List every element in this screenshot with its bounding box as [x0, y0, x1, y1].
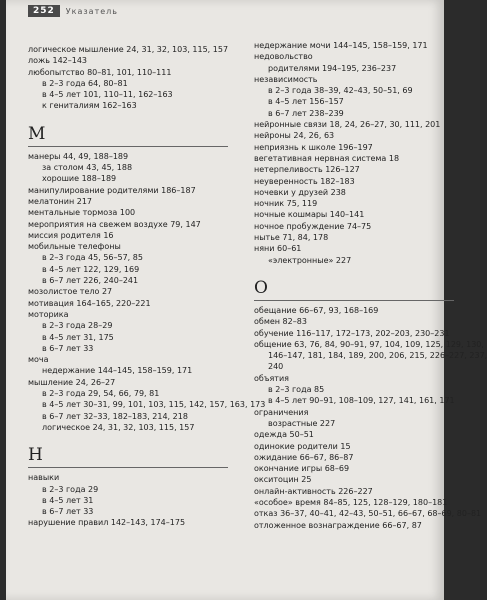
index-subentry: возрастные 227 — [268, 418, 336, 428]
index-subentry: в 2–3 года 28–29 — [42, 321, 113, 331]
page-header — [28, 4, 118, 18]
index-subentry: хорошие 188–189 — [42, 174, 117, 184]
index-entry: моча — [28, 355, 49, 365]
index-entry: вегетативная нервная система 18 — [254, 153, 400, 163]
index-column-left — [28, 44, 266, 529]
section-letter: О — [254, 277, 268, 298]
index-entry: ожидание 66–67, 86–87 — [254, 452, 354, 462]
section-letter: Н — [28, 445, 43, 466]
index-entry: неприязнь к школе 196–197 — [254, 142, 373, 152]
index-entry: няни 60–61 — [254, 244, 302, 254]
index-entry: ночник 75, 119 — [254, 199, 318, 209]
letter-section-header — [28, 124, 228, 147]
index-entry: обмен 82–83 — [254, 317, 307, 327]
index-subentry: в 2–3 года 45, 56–57, 85 — [42, 253, 143, 263]
index-entry: одинокие родители 15 — [254, 441, 351, 451]
index-subentry: в 4–5 лет 101, 110–11, 162–163 — [42, 90, 173, 100]
section-rule — [28, 467, 228, 468]
index-entry: моторика — [28, 309, 69, 319]
index-subentry: недержание 144–145, 158–159, 171 — [42, 366, 193, 376]
index-subentry: в 2–3 года 38–39, 42–43, 50–51, 69 — [268, 86, 413, 96]
index-subentry: в 6–7 лет 226, 240–241 — [42, 276, 139, 286]
index-entry: нарушение правил 142–143, 174–175 — [28, 518, 186, 528]
running-head: Указатель — [65, 6, 118, 16]
index-entry: общение 63, 76, 84, 90–91, 97, 104, 109, 125, 129, 130, — [254, 339, 484, 349]
index-subentry: к гениталиям 162–163 — [42, 101, 137, 111]
index-subentry: в 6–7 лет 238–239 — [268, 108, 344, 118]
index-entry: логическое мышление 24, 31, 32, 103, 115, 157 — [28, 45, 229, 54]
index-entry: мобильные телефоны — [28, 242, 121, 252]
index-subentry: в 4–5 лет 30–31, 99, 101, 103, 115, 142, 157, 163, 173 — [42, 400, 266, 410]
letter-section-header — [28, 445, 228, 468]
index-subentry: в 2–3 года 29 — [42, 484, 99, 494]
index-subentry: в 6–7 лет 33 — [42, 507, 94, 517]
index-entry: окончание игры 68–69 — [254, 464, 350, 474]
index-entry: мотивация 164–165, 220–221 — [28, 298, 151, 308]
letter-section-header — [254, 278, 454, 301]
index-subentry: в 2–3 года 85 — [268, 385, 325, 395]
index-subentry: родителями 194–195, 236–237 — [268, 63, 397, 73]
index-entry: неуверенность 182–183 — [254, 176, 355, 186]
index-entry: отложенное вознаграждение 66–67, 87 — [254, 520, 422, 530]
index-entry: ментальные тормоза 100 — [28, 208, 136, 218]
index-entry: мышление 24, 26–27 — [28, 377, 116, 387]
index-entry: нейронные связи 18, 24, 26–27, 30, 111, 201 — [254, 120, 441, 130]
index-entry: нетерпеливость 126–127 — [254, 165, 360, 175]
index-subentry: в 4–5 лет 156–157 — [268, 97, 344, 107]
index-entry: мероприятия на свежем воздухе 79, 147 — [28, 219, 201, 229]
index-subentry: в 4–5 лет 31 — [42, 495, 94, 505]
section-rule — [28, 146, 228, 147]
section-rule — [254, 300, 454, 301]
index-subentry: в 6–7 лет 32–33, 182–183, 214, 218 — [42, 411, 188, 421]
index-entry: объятия — [254, 373, 289, 383]
index-entry: одежда 50–51 — [254, 430, 314, 440]
book-page — [6, 0, 487, 600]
index-entry: обещание 66–67, 93, 168–169 — [254, 305, 379, 315]
index-entry: обучение 116–117, 172–173, 202–203, 230–231 — [254, 328, 450, 338]
index-subentry: «электронные» 227 — [268, 255, 352, 265]
index-entry: нытье 71, 84, 178 — [254, 233, 329, 243]
index-entry: ночные кошмары 140–141 — [254, 210, 365, 220]
index-subentry: в 2–3 года 64, 80–81 — [42, 78, 128, 88]
index-entry: манипулирование родителями 186–187 — [28, 185, 196, 195]
index-entry: окситоцин 25 — [254, 475, 312, 485]
index-entry: манеры 44, 49, 188–189 — [28, 151, 129, 161]
page-number: 252 — [28, 5, 60, 17]
index-entry: ограничения — [254, 407, 309, 417]
section-letter: М — [28, 123, 46, 144]
index-entry: онлайн-активность 226–227 — [254, 486, 373, 496]
index-entry: ложь 142–143 — [28, 56, 88, 66]
index-subentry: 240 — [268, 362, 284, 372]
index-entry: мелатонин 217 — [28, 196, 92, 206]
index-entry: «особое» время 84–85, 125, 128–129, 180–181 — [254, 497, 448, 507]
index-entry: независимость — [254, 74, 318, 84]
index-subentry: в 4–5 лет 90–91, 108–109, 127, 141, 161, 171 — [268, 396, 455, 406]
index-entry: ночевки у друзей 238 — [254, 187, 346, 197]
index-subentry: за столом 43, 45, 188 — [42, 163, 133, 173]
index-entry: любопытство 80–81, 101, 110–111 — [28, 67, 172, 77]
index-entry: недержание мочи 144–145, 158–159, 171 — [254, 41, 428, 50]
index-entry: мозолистое тело 27 — [28, 287, 113, 297]
index-entry: нейроны 24, 26, 63 — [254, 131, 335, 141]
index-column-right — [254, 40, 487, 531]
index-entry: отказ 36–37, 40–41, 42–43, 50–51, 66–67, 68–69, 80–81 — [254, 509, 482, 519]
index-entry: миссия родителя 16 — [28, 230, 114, 240]
index-subentry: 146–147, 181, 184, 189, 200, 206, 215, 226–227, 237, — [268, 351, 487, 361]
index-entry: ночное пробуждение 74–75 — [254, 221, 372, 231]
index-subentry: в 4–5 лет 122, 129, 169 — [42, 264, 140, 274]
index-subentry: логическое 24, 31, 32, 103, 115, 157 — [42, 422, 195, 432]
index-subentry: в 2–3 года 29, 54, 66, 79, 81 — [42, 389, 160, 399]
index-entry: недовольство — [254, 52, 313, 62]
index-entry: навыки — [28, 473, 60, 483]
index-subentry: в 6–7 лет 33 — [42, 343, 94, 353]
index-subentry: в 4–5 лет 31, 175 — [42, 332, 114, 342]
